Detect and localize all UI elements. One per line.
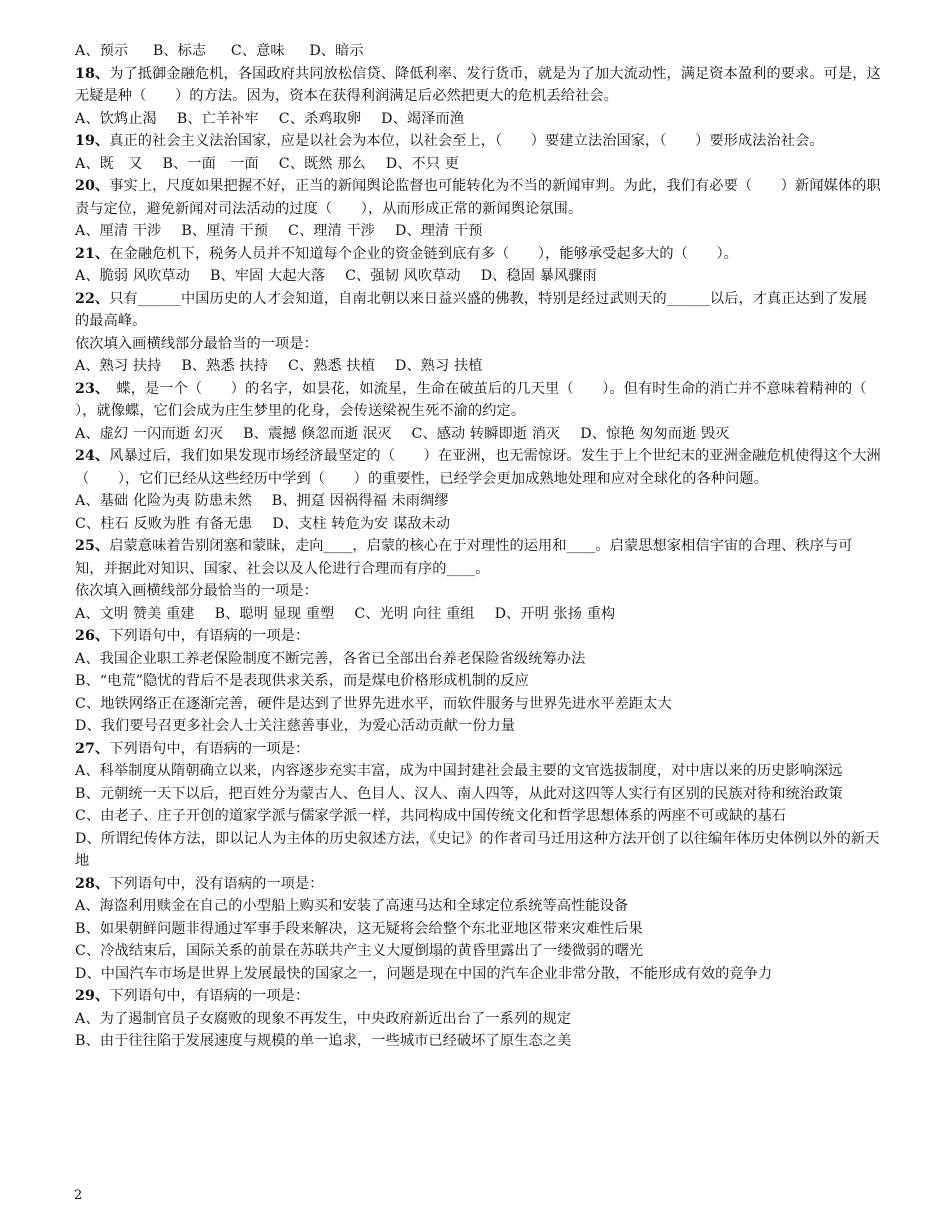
choice-line: B、如果朝鲜问题非得通过军事手段来解决，这无疑将会给整个东北亚地区带来灾难性后果 — [75, 920, 643, 937]
option: D、理清 干预 — [395, 223, 483, 239]
question-number: 28、 — [75, 875, 110, 892]
question-number: 21、 — [75, 245, 110, 262]
option: B、一面 一面 — [162, 155, 259, 172]
option: C、熟悉 扶植 — [287, 358, 375, 374]
choice-line: B、由于往往陷于发展速度与规模的单一追求，一些城市已经破坏了原生态之美 — [75, 1033, 572, 1049]
question-stem — [75, 288, 881, 333]
option: B、拥趸 因祸得福 未雨绸缪 — [271, 493, 449, 509]
options-row — [75, 603, 881, 626]
question-number: 19、 — [75, 133, 110, 149]
option: A、文明 赞美 重建 — [75, 605, 195, 622]
choice-line: B、“电荒”隐忧的背后不是表现供求关系，而是煤电价格形成机制的反应 — [75, 673, 529, 689]
option: C、柱石 反败为胜 有备无患 — [75, 515, 253, 532]
choice-line: A、科举制度从隋朝确立以来，内容逐步充实丰富，成为中国封建社会最主要的文官选拔制度，对中唐以来的历史影响深远 — [75, 763, 843, 779]
option: C、感动 转瞬即逝 消灭 — [411, 425, 561, 442]
question-27 — [75, 738, 881, 873]
question-number: 26、 — [75, 628, 110, 644]
question-stem — [75, 985, 881, 1008]
question-24 — [75, 445, 881, 535]
choice-line: D、我们要号召更多社会人士关注慈善事业，为爱心活动贡献一份力量 — [75, 718, 516, 734]
option: B、厘清 干预 — [181, 223, 268, 239]
question-number: 22、 — [75, 290, 110, 307]
option: B、震撼 倏忽而逝 泯灭 — [243, 425, 392, 442]
choice-line: D、所谓纪传体方法，即以记人为主体的历史叙述方法，《史记》的作者司马迁用这种方法开创了以往编年体历史体例以外的新天地 — [75, 830, 880, 869]
options-row — [75, 265, 881, 288]
question-text: 下列语句中，有语病的一项是： — [109, 988, 310, 1004]
options-row — [75, 490, 881, 513]
option: D、竭泽而渔 — [381, 110, 465, 127]
question-26 — [75, 625, 881, 738]
question-20 — [75, 175, 881, 243]
option: A、饮鸩止渴 — [75, 110, 157, 127]
option: C、强韧 风吹草动 — [345, 268, 461, 284]
question-text: 下列语句中，有语病的一项是： — [109, 740, 310, 757]
option: A、既 又 — [75, 155, 143, 172]
option: C、光明 向往 重组 — [354, 605, 475, 622]
question-23 — [75, 378, 896, 446]
question-22 — [75, 288, 881, 378]
options-row — [75, 220, 881, 243]
options-row — [75, 108, 881, 131]
option: B、熟悉 扶持 — [181, 358, 268, 374]
choice-line: A、我国企业职工养老保险制度不断完善，各省已全部出台养老保险省级统筹办法 — [75, 650, 586, 667]
options-row — [75, 153, 881, 176]
option: D、惊艳 匆匆而逝 毁灭 — [580, 425, 730, 442]
question-number: 27、 — [75, 740, 110, 757]
question-number: 24、 — [75, 448, 110, 464]
option: A、脆弱 风吹草动 — [75, 268, 190, 284]
question-list — [75, 63, 896, 1053]
option: C、既然 那么 — [278, 155, 366, 172]
option: D、支柱 转危为安 谋敌未动 — [272, 515, 451, 532]
option: D、开明 张扬 重构 — [494, 605, 616, 622]
question-stem — [75, 63, 881, 108]
option: A、预示 — [75, 43, 129, 59]
page-number: 2 — [74, 1188, 83, 1203]
option: A、虚幻 一闪而逝 幻灭 — [75, 425, 224, 442]
options-row-top — [75, 40, 881, 63]
question-number: 18、 — [75, 65, 110, 82]
choice-line: A、为了遏制官员子女腐败的现象不再发生，中央政府新近出台了一系列的规定 — [75, 1010, 572, 1027]
option: D、熟习 扶植 — [395, 358, 483, 374]
options-row — [75, 513, 881, 536]
question-stem — [75, 535, 881, 580]
question-stem — [75, 175, 881, 220]
question-text: 下列语句中，有语病的一项是： — [109, 628, 310, 644]
question-text: 下列语句中，没有语病的一项是： — [109, 875, 324, 892]
question-text: 真正的社会主义法治国家，应是以社会为本位，以社会至上，（ ）要建立法治国家，（ ）要形成法治社会。 — [109, 133, 824, 149]
question-25 — [75, 535, 881, 625]
question-instruction: 依次填入画横线部分最恰当的一项是： — [75, 335, 318, 352]
choice-line: C、由老子、庄子开创的道家学派与儒家学派一样，共同构成中国传统文化和哲学思想体系的两座不可或缺的基石 — [75, 808, 787, 824]
choice-line: C、冷战结束后，国际关系的前景在苏联共产主义大厦倒塌的黄昏里露出了一缕微弱的曙光 — [75, 943, 644, 959]
option: C、意味 — [230, 43, 285, 59]
option: C、杀鸡取卵 — [278, 110, 362, 127]
question-number: 23、 — [75, 380, 103, 397]
option: D、暗示 — [309, 43, 364, 59]
option: D、稳固 暴风骤雨 — [480, 268, 597, 284]
question-text: 只有______中国历史的人才会知道，自南北朝以来日益兴盛的佛教，特别是经过武则天的______以后，才真正达到了发展的最高峰。 — [75, 290, 868, 329]
question-text: 启蒙意味着告别闭塞和蒙昧，走向____，启蒙的核心在于对理性的运用和____。启蒙思想家相信宇宙的合理、秩序与可知，并据此对知识、国家、社会以及人伦进行合理而有序的____。 — [75, 538, 853, 577]
option: B、牢固 大起大落 — [209, 268, 326, 284]
choice-line: C、地铁网络正在逐渐完善，硬件是达到了世界先进水平，而软件服务与世界先进水平差距太大 — [75, 695, 672, 712]
question-number: 29、 — [75, 988, 110, 1004]
option: A、厘清 干涉 — [75, 223, 162, 239]
option: C、理清 干涉 — [287, 223, 375, 239]
question-instruction: 依次填入画横线部分最恰当的一项是： — [75, 583, 318, 599]
option: D、不只 更 — [385, 155, 460, 172]
question-text: 风暴过后，我们如果发现市场经济最坚定的（ ）在亚洲，也无需惊讶。发生于上个世纪末的亚洲金融危机使得这个大洲（ ），它们已经从这些经历中学到（ ）的重要性，已经学会更加成熟地处理和应对全球化的各种问题。 — [75, 448, 881, 487]
options-row — [75, 423, 881, 446]
choice-line: D、中国汽车市场是世界上发展最快的国家之一，问题是现在中国的汽车企业非常分散，不能形成有效的竞争力 — [75, 965, 773, 982]
option: B、标志 — [152, 43, 207, 59]
choice-line: B、元朝统一天下以后，把百姓分为蒙古人、色目人、汉人、南人四等，从此对这四等人实行有区别的民族对待和统治政策 — [75, 785, 843, 802]
question-18 — [75, 63, 881, 131]
question-number: 20、 — [75, 178, 110, 194]
option: A、熟习 扶持 — [75, 358, 162, 374]
question-text: 蝶，是一个（ ）的名字，如昙花，如流星，生命在破茧后的几天里（ ）。但有时生命的消亡并不意味着精神的（ ），就像蝶，它们会成为庄生梦里的化身，会传送梁祝生死不渝的约定。 — [75, 380, 896, 419]
option: B、聪明 显现 重塑 — [214, 605, 335, 622]
question-29 — [75, 985, 881, 1053]
question-stem — [75, 445, 881, 490]
question-28 — [75, 873, 881, 986]
option: A、基础 化险为夷 防患未然 — [75, 493, 252, 509]
question-stem — [75, 625, 881, 648]
question-stem — [75, 873, 881, 896]
question-text: 在金融危机下，税务人员并不知道每个企业的资金链到底有多（ ），能够承受起多大的（ ）。 — [109, 245, 738, 262]
question-19 — [75, 130, 881, 175]
question-stem — [75, 130, 881, 153]
document-page — [75, 40, 896, 1053]
question-text: 为了抵御金融危机，各国政府共同放松信贷、降低利率、发行货币，就是为了加大流动性，满足资本盈利的要求。可是，这无疑是种（ ）的方法。因为，资本在获得利润满足后必然把更大的危机丢给社会。 — [75, 65, 881, 104]
choice-line: A、海盗利用赎金在自己的小型船上购买和安装了高速马达和全球定位系统等高性能设备 — [75, 898, 629, 914]
question-text: 事实上，尺度如果把握不好，正当的新闻舆论监督也可能转化为不当的新闻审判。为此，我们有必要（ ）新闻媒体的职责与定位，避免新闻对司法活动的过度（ ），从而形成正常的新闻舆论氛围。 — [75, 178, 881, 217]
question-stem — [75, 243, 881, 266]
question-stem — [75, 738, 881, 761]
question-stem — [75, 378, 896, 423]
question-21 — [75, 243, 881, 288]
option: B、亡羊补牢 — [176, 110, 259, 127]
question-number: 25、 — [75, 538, 110, 554]
options-row — [75, 355, 881, 378]
